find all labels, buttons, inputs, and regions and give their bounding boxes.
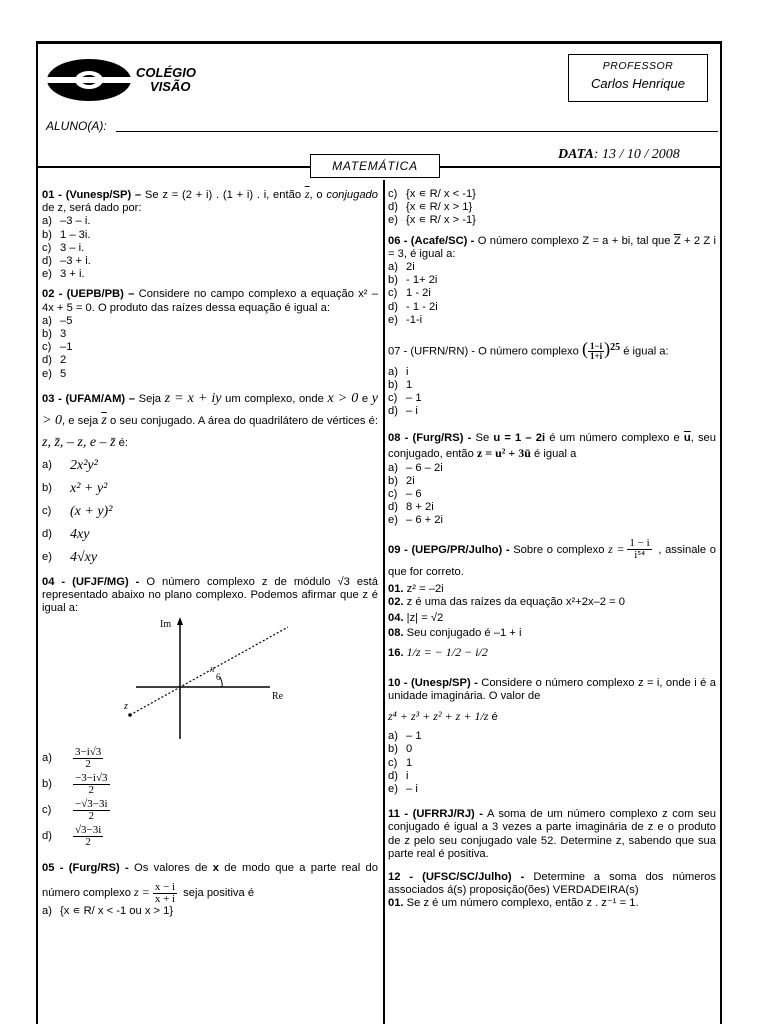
option — [388, 757, 716, 770]
fraction-den: 2 — [88, 809, 94, 822]
fraction-num: 1 − i — [629, 537, 650, 550]
option-text: 2i — [406, 261, 415, 274]
fraction-num: 3−i√3 — [75, 745, 102, 758]
option — [42, 905, 378, 918]
option-letter: a) — [42, 314, 52, 327]
fraction — [627, 538, 651, 561]
italic-word: conjugado — [326, 189, 378, 201]
option-letter: a) — [42, 215, 52, 228]
option-letter: e) — [388, 313, 398, 326]
option-fraction — [73, 825, 103, 848]
option-letter: a) — [388, 461, 398, 474]
im-arrow-icon — [177, 617, 183, 625]
math-expression: z = — [608, 541, 625, 556]
option — [42, 771, 378, 797]
question-01-title: 01 - (Vunesp/SP) – — [42, 189, 142, 201]
option-letter: a) — [388, 261, 398, 274]
option-text: 5 — [60, 367, 67, 380]
option-text: 4√xy — [70, 549, 98, 565]
option — [388, 287, 716, 300]
math-expression: y > 0 — [42, 390, 378, 428]
question-05-continued — [388, 188, 716, 228]
option-text: – i — [406, 782, 418, 795]
paren-left: ( — [581, 338, 588, 359]
text-segment: Os valores de — [128, 862, 213, 875]
point-z — [128, 714, 132, 718]
option-text: {x ∊ R/ x < -1} — [406, 188, 476, 200]
proposition — [388, 897, 716, 910]
date-label: DATA — [558, 147, 594, 162]
option-text: - 1+ 2i — [406, 274, 438, 287]
option-letter: e) — [42, 268, 52, 281]
option-letter: e) — [42, 367, 52, 380]
option — [42, 523, 378, 546]
question-08-title: 08 - (Furg/RS) - — [388, 431, 472, 444]
proposition-number: 01. — [388, 897, 404, 910]
option-letter: c) — [42, 803, 52, 816]
column-divider — [383, 180, 385, 1024]
option — [42, 242, 378, 255]
option — [388, 730, 716, 743]
option — [388, 783, 716, 796]
fraction-den: 1+i — [589, 351, 603, 362]
option-text: 3 + i. — [60, 268, 85, 281]
question-09 — [388, 538, 716, 665]
option — [388, 301, 716, 314]
proposition-text: 1/z = − 1/2 − i/2 — [403, 644, 488, 659]
question-06-text — [388, 235, 716, 261]
proposition — [388, 596, 716, 609]
option-text: – 6 + 2i — [406, 514, 444, 527]
proposition-text: |z| = √2 — [403, 611, 444, 624]
text-segment: é: — [115, 436, 128, 449]
option — [388, 261, 716, 274]
option — [42, 215, 378, 228]
question-11 — [388, 808, 716, 861]
angle-num: π — [210, 664, 215, 675]
text-segment: Se z = (2 + i) . (1 + i) . i, então — [141, 189, 305, 201]
option-letter: d) — [388, 501, 398, 514]
option-fraction — [73, 747, 103, 770]
text-segment: um complexo, onde — [221, 392, 328, 405]
dashed-line — [130, 627, 288, 715]
question-07 — [388, 334, 716, 419]
option-text: 1 - 2i — [406, 287, 431, 300]
option — [388, 214, 716, 227]
option-letter: b) — [42, 328, 52, 341]
z-bar: $\overline{z}$ — [101, 412, 107, 428]
text-segment: Sobre o complexo — [509, 543, 609, 556]
fraction-num: x − i — [154, 881, 176, 893]
option-letter: c) — [388, 487, 398, 500]
option — [388, 405, 716, 418]
option-letter: c) — [42, 504, 52, 517]
option-letter: e) — [388, 514, 398, 527]
option-letter: c) — [388, 756, 398, 769]
proposition-text: Seu conjugado é –1 + i — [403, 626, 522, 639]
text-segment: Considere no campo complexo a equação x² – 4x + 5 = 0. O produto das raízes dessa equação é igual a: — [42, 288, 379, 314]
proposition — [388, 627, 716, 640]
option-letter: d) — [42, 255, 52, 268]
option-letter: a) — [388, 365, 398, 378]
proposition-number: 04. — [388, 611, 404, 624]
option — [388, 501, 716, 514]
question-05-title: 05 - (Furg/RS) - — [42, 862, 129, 875]
option — [42, 745, 378, 771]
option-text: –5 — [60, 314, 73, 327]
option-letter: b) — [42, 481, 52, 494]
proposition-number: 01. — [388, 583, 404, 596]
professor-name: Carlos Henrique — [591, 76, 685, 92]
professor-label: PROFESSOR — [602, 60, 674, 72]
date-field — [558, 148, 680, 161]
question-04-text — [42, 576, 378, 616]
date-value: : 13 / 10 / 2008 — [593, 147, 680, 162]
question-05 — [42, 856, 378, 918]
math-expression: z = x + iy — [164, 390, 222, 406]
proposition — [388, 610, 716, 627]
fraction-num: 1−i — [589, 341, 603, 352]
text-segment: Considere o número complexo z = i, onde i é a unidade imaginária. O valor de — [388, 676, 716, 702]
option-text: 3 – i. — [60, 241, 85, 254]
option-text: (x + y)² — [70, 503, 113, 519]
angle-den: 6 — [216, 672, 221, 683]
option — [42, 797, 378, 823]
option-letter: c) — [388, 392, 398, 405]
text-segment: O número complexo Z = a + bi, tal que — [474, 234, 674, 247]
frame-top-border — [36, 41, 722, 44]
option — [42, 315, 378, 328]
question-03-text — [42, 388, 378, 454]
text-segment: O número complexo z de módulo √3 está representado abaixo no plano complexo. Podemos afirmar que z é igual a: — [42, 575, 378, 615]
option — [388, 462, 716, 475]
text-segment: é igual a: — [620, 345, 669, 358]
option-text: 8 + 2i — [406, 501, 434, 514]
option-letter: a) — [42, 751, 52, 764]
option-letter: e) — [42, 550, 52, 563]
fraction-den: i⁵⁴ — [634, 549, 645, 562]
text-segment: de z, será dado por: — [42, 202, 142, 215]
option-text: -1-i — [406, 313, 423, 326]
question-11-text — [388, 808, 716, 861]
question-11-title: 11 - (UFRRJ/RJ) - — [388, 808, 484, 821]
text-segment: é — [488, 711, 498, 724]
text-segment: e — [358, 392, 372, 405]
question-07-title: 07 - (UFRN/RN) - — [388, 345, 476, 358]
option-letter: b) — [388, 743, 398, 756]
option-letter: a) — [42, 905, 52, 918]
exponent: 25 — [610, 342, 621, 354]
option-letter: e) — [388, 782, 398, 795]
question-10 — [388, 677, 716, 796]
option-text: 1 — [406, 756, 413, 769]
option — [42, 354, 378, 367]
question-04-title: 04 - (UFJF/MG) - — [42, 575, 140, 588]
option-text: – 1 — [406, 392, 422, 405]
option-text: - 1 - 2i — [406, 300, 438, 313]
fraction-den: 2 — [85, 835, 91, 848]
question-01 — [42, 188, 378, 281]
option-text: i — [406, 769, 409, 782]
question-02-text — [42, 288, 378, 314]
text-segment: , seu conjugado, então — [388, 431, 716, 460]
option — [42, 368, 378, 381]
text-segment: de modo que a parte real do número complexo — [42, 862, 378, 900]
option — [388, 274, 716, 287]
axis-re-label: Re — [272, 691, 284, 703]
option — [42, 546, 378, 569]
text-segment: , o — [309, 189, 327, 201]
option-text: 2i — [406, 474, 415, 487]
proposition-number: 08. — [388, 626, 404, 639]
question-08-text — [388, 431, 716, 462]
text-segment: é um número complexo e — [545, 431, 684, 444]
option-text: {x ∊ R/ x > -1} — [406, 214, 476, 227]
option-text: – 6 – 2i — [406, 461, 443, 474]
option — [42, 229, 378, 242]
option-text: {x ∊ R/ x < -1 ou x > 1} — [60, 905, 174, 918]
option — [388, 770, 716, 783]
proposition — [388, 640, 716, 665]
math-expression: z, z̄, – z, e – z̄ — [42, 434, 116, 450]
text-segment: , assinale o que for correto. — [388, 543, 716, 579]
option — [42, 500, 378, 523]
text-segment: A soma de um número complexo z com seu conjugado é igual a 3 vezes a parte imaginária de z e o produto de z pelo seu conjugado vale 52. Determine z, sabendo que sua parte real é positiva. — [388, 808, 717, 860]
proposition — [388, 583, 716, 596]
option — [388, 488, 716, 501]
student-name-line — [116, 131, 718, 132]
question-09-text — [388, 538, 716, 584]
option — [42, 341, 378, 354]
proposition-text: Se z é um número complexo, então z . z⁻¹ = 1. — [403, 897, 639, 910]
question-07-text — [388, 334, 716, 366]
option — [42, 823, 378, 849]
math-expression: z = — [134, 885, 150, 900]
text-segment: + 2 Z i = 3, é igual a: — [388, 234, 716, 260]
fraction — [153, 882, 177, 905]
option-text: –3 + i. — [60, 255, 91, 268]
z-bar: $\overline{Z}$ — [673, 234, 681, 247]
proposition-number: 16. — [388, 646, 404, 659]
question-08 — [388, 431, 716, 528]
u-bar: $\overline{u}$ — [683, 431, 691, 444]
question-03-title: 03 - (UFAM/AM) – — [42, 392, 135, 405]
question-02 — [42, 288, 378, 380]
option — [388, 188, 716, 201]
paren-right: ) — [604, 338, 611, 359]
option — [42, 268, 378, 281]
text-segment: seja positiva é — [180, 887, 255, 900]
option — [42, 328, 378, 341]
option-letter: b) — [42, 228, 52, 241]
option-letter: d) — [42, 527, 52, 540]
option — [388, 392, 716, 405]
option-letter: c) — [388, 188, 398, 200]
option-letter: c) — [42, 341, 52, 354]
text-segment: O número complexo — [475, 345, 582, 358]
fraction-den: x + i — [154, 893, 176, 905]
option-text: –1 — [60, 341, 73, 354]
fraction-den: 2 — [88, 783, 94, 796]
school-name-line1: COLÉGIO — [136, 65, 196, 80]
question-10-expression — [388, 703, 716, 730]
question-12-text — [388, 871, 716, 897]
text-segment: o seu conjugado. A área do quadrilátero de vértices é: — [106, 414, 378, 427]
text-segment: Se — [471, 431, 494, 444]
text-segment: Determine a soma dos números associados á(s) proposição(ões) VERDADEIRA(s) — [388, 870, 716, 897]
option-text: 3 — [60, 328, 67, 341]
option-letter: b) — [388, 378, 398, 391]
option-text: 0 — [406, 743, 413, 756]
option — [388, 201, 716, 214]
option — [388, 743, 716, 756]
left-column — [42, 188, 378, 926]
school-name-line2: VISÃO — [150, 79, 191, 94]
question-03 — [42, 388, 378, 569]
question-10-title: 10 - (Unesp/SP) - — [388, 676, 478, 689]
fraction-num: √3−3i — [75, 823, 102, 836]
option-letter: d) — [388, 300, 398, 313]
school-logo-icon — [46, 58, 132, 102]
option-text: x² + y² — [70, 480, 108, 496]
option-letter: d) — [42, 829, 52, 842]
option-letter: b) — [388, 474, 398, 487]
option — [42, 454, 378, 477]
proposition-text: z é uma das raízes da equação x²+2x–2 = 0 — [403, 596, 625, 609]
option-fraction — [73, 799, 110, 822]
option-text: 1 – 3i. — [60, 228, 91, 241]
option-letter: d) — [388, 201, 398, 214]
option-fraction — [73, 773, 110, 796]
option-letter: a) — [388, 730, 398, 743]
school-name — [136, 66, 196, 94]
option — [388, 514, 716, 527]
fraction — [588, 342, 604, 361]
question-12-title: 12 - (UFSC/SC/Julho) - — [388, 870, 525, 883]
option — [388, 475, 716, 488]
professor-box — [568, 54, 708, 102]
bold-expression: z = u² + 3ū — [476, 445, 531, 460]
option-text: 1 — [406, 378, 413, 391]
question-02-title: 02 - (UEPB/PB) – — [42, 288, 135, 301]
option — [388, 379, 716, 392]
option — [42, 255, 378, 268]
option-letter: c) — [388, 287, 398, 300]
question-12 — [388, 871, 716, 911]
math-expression: x > 0 — [327, 390, 359, 406]
option-letter: a) — [42, 458, 52, 471]
option-letter: c) — [42, 241, 52, 254]
fraction-num: −3−i√3 — [75, 771, 108, 784]
right-column — [388, 188, 716, 918]
z-label: z — [124, 701, 128, 713]
option-letter: d) — [388, 769, 398, 782]
z-bar: $\overline{z}$ — [304, 187, 310, 201]
option-text: 2x²y² — [70, 457, 98, 473]
question-09-title: 09 - (UEPG/PR/Julho) - — [388, 543, 510, 556]
option — [388, 314, 716, 327]
option-text: i — [406, 365, 409, 378]
option-text: – i — [406, 405, 418, 418]
axis-im-label: Im — [160, 619, 172, 631]
option-letter: b) — [42, 777, 52, 790]
question-06 — [388, 235, 716, 327]
option-letter: d) — [42, 354, 52, 367]
option-text: – 6 — [406, 487, 422, 500]
subject-title: MATEMÁTICA — [310, 154, 440, 178]
question-04 — [42, 576, 378, 850]
student-label: ALUNO(A): — [46, 119, 107, 133]
bold-x: x — [212, 862, 219, 875]
bold-equation: u = 1 – 2i — [493, 431, 546, 444]
question-10-text — [388, 677, 716, 703]
fraction-num: −√3−3i — [75, 797, 108, 810]
frame-left-border — [36, 41, 38, 1024]
option-letter: d) — [388, 405, 398, 418]
question-06-title: 06 - (Acafe/SC) - — [388, 234, 475, 247]
complex-plane-diagram — [122, 617, 292, 741]
fraction-den: 2 — [85, 757, 91, 770]
option-text: 4xy — [70, 526, 90, 542]
option-text: –3 – i. — [60, 215, 91, 228]
frame-right-border — [720, 41, 722, 1024]
option — [388, 366, 716, 379]
option-letter: e) — [388, 214, 398, 227]
option-letter: b) — [388, 274, 398, 287]
text-segment: é igual a — [530, 447, 577, 460]
option-text: {x ∊ R/ x > 1} — [406, 201, 473, 214]
question-01-text — [42, 188, 378, 215]
text-segment: Seja — [134, 392, 165, 405]
option — [42, 477, 378, 500]
math-expression: z⁴ + z³ + z² + z + 1/z — [388, 709, 489, 724]
option-text: 2 — [60, 354, 67, 367]
question-05-text — [42, 856, 378, 905]
proposition-number: 02. — [388, 596, 404, 609]
proposition-text: z² = –2i — [403, 583, 444, 596]
text-segment: , e seja — [62, 414, 102, 427]
option-text: – 1 — [406, 730, 422, 743]
